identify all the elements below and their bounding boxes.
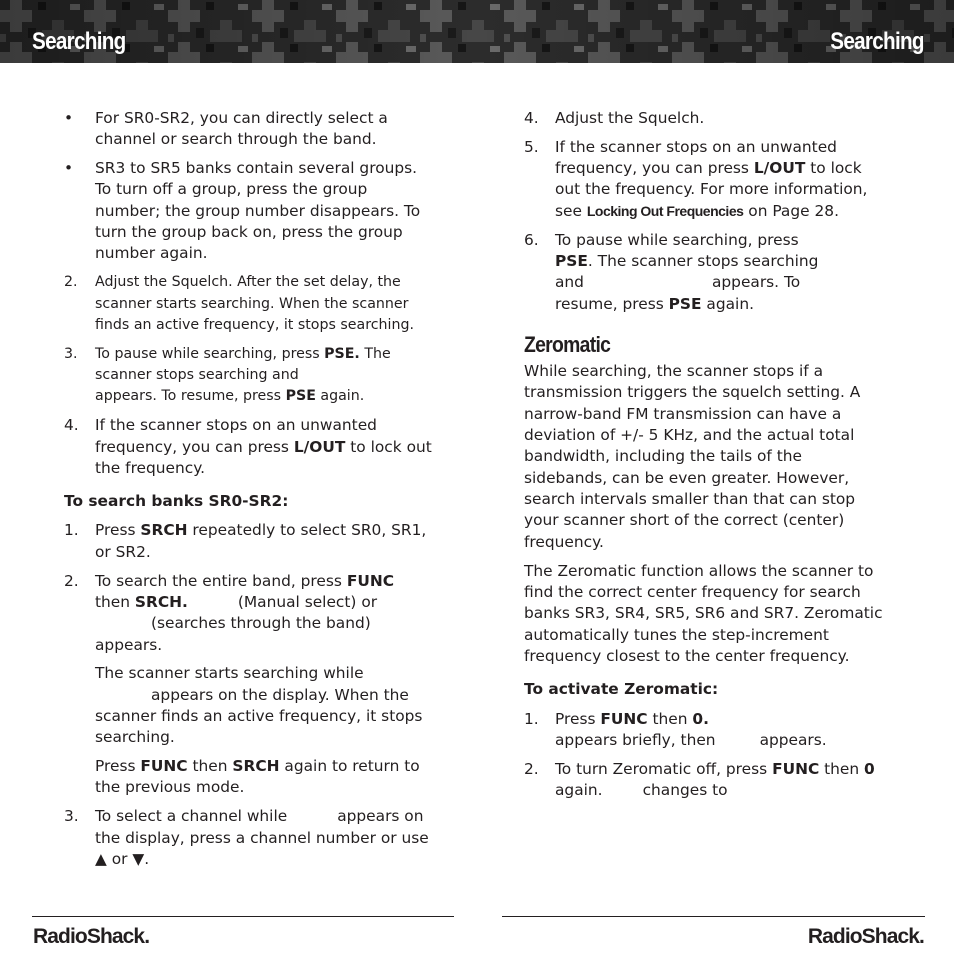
step-text: again. (701, 294, 754, 313)
bullet-item (64, 158, 436, 264)
subheading: To search banks SR0-SR2: (64, 492, 289, 511)
bullet-icon: • (64, 159, 74, 178)
step-text: repeatedly to select SR0, SR1, or SR2. (95, 521, 427, 561)
step-text: To search the entire band, press (95, 571, 347, 590)
key-label: SRCH. (134, 592, 188, 611)
step-text: to lock out the frequency. For more information, see (555, 159, 868, 220)
step-text: (Manual select) or (237, 592, 378, 611)
step-text: If the scanner stops on an unwanted frequency, you can press (95, 416, 377, 456)
step-item (64, 571, 436, 656)
step-text: Adjust the Squelch. After the set delay, the scanner starts searching. When the scanner finds an active frequency, it stops searching. (95, 274, 414, 333)
step-text: then (647, 709, 693, 728)
step-item (64, 344, 436, 408)
subheading: To activate Zeromatic: (524, 680, 719, 699)
step-number: 6. (524, 230, 539, 249)
step-text: on Page 28. (743, 201, 839, 220)
step-text: Press (555, 709, 601, 728)
step-number: 2. (64, 274, 78, 291)
cross-reference-link[interactable]: Locking Out Frequencies (586, 202, 744, 219)
page-title-right: Searching (830, 28, 924, 55)
step-number: 1. (64, 521, 79, 540)
key-label: L/OUT (293, 437, 346, 456)
step-text: appears briefly, then (555, 730, 716, 749)
radioshack-logo-right: RadioShack. (807, 925, 924, 948)
radioshack-logo-left: RadioShack. (33, 925, 150, 948)
step-text: To turn Zeromatic off, press (555, 759, 773, 778)
step-text: then (187, 757, 233, 776)
step-text: . (144, 849, 150, 868)
footer-divider-right (502, 916, 925, 917)
step-item (524, 759, 890, 802)
continuation-text (64, 756, 436, 799)
step-text: appears. To (711, 273, 801, 292)
step-number: 2. (524, 759, 539, 778)
step-number: 2. (64, 571, 79, 590)
step-text: (searches through the band) appears. (95, 614, 371, 654)
step-item (64, 415, 436, 479)
paragraph: The Zeromatic function allows the scanner to find the correct center frequency for search banks SR3, SR4, SR5, SR6 and SR7. Zeromatic automatically tunes the step-increment frequency closest to the center frequency. (524, 561, 883, 666)
key-label: SRCH (140, 521, 188, 540)
bullet-text: For SR0-SR2, you can directly select a channel or search through the band. (95, 109, 388, 149)
header-banner (0, 0, 954, 63)
page-title-left: Searching (32, 28, 126, 55)
step-text: again. (555, 781, 603, 800)
step-text: then (819, 759, 865, 778)
key-label: L/OUT (753, 159, 806, 178)
step-item (524, 137, 890, 222)
right-column (524, 108, 890, 809)
section-heading: Zeromatic (524, 331, 611, 357)
step-item (64, 520, 436, 563)
down-arrow-icon: ▼ (132, 849, 145, 868)
step-text: appears. (759, 730, 827, 749)
step-text: appears on the display, press a channel number or use (95, 807, 429, 847)
key-label: FUNC (772, 759, 820, 778)
step-item (524, 709, 890, 752)
step-text: or (106, 849, 133, 868)
key-label: SRCH (232, 757, 280, 776)
step-text: to lock out the frequency. (95, 437, 432, 477)
step-text: To pause while searching, press (95, 345, 325, 362)
step-text: To select a channel while (95, 807, 288, 826)
step-text: then (95, 592, 135, 611)
banner-pattern (0, 0, 954, 63)
key-label: PSE. (324, 345, 360, 362)
continuation-text (64, 663, 436, 748)
key-label: 0 (864, 759, 875, 778)
step-item (524, 230, 890, 315)
step-number: 4. (64, 416, 79, 435)
bullet-item (64, 108, 436, 151)
step-text: Press (95, 757, 141, 776)
step-text: . The scanner stops searching (587, 251, 819, 270)
step-number: 1. (524, 709, 539, 728)
key-label: FUNC (140, 757, 188, 776)
key-label: PSE (555, 251, 588, 270)
step-text: Press (95, 521, 141, 540)
step-number: 3. (64, 807, 79, 826)
step-number: 4. (524, 109, 539, 127)
key-label: FUNC (600, 709, 648, 728)
step-item (524, 108, 890, 129)
key-label: PSE (285, 388, 316, 405)
step-text: Adjust the Squelch. (555, 109, 705, 127)
step-text: appears. To resume, press (95, 388, 286, 405)
key-label: FUNC (346, 571, 394, 590)
step-number: 3. (64, 345, 78, 362)
left-column (64, 108, 436, 878)
step-text: again to return to the previous mode. (95, 757, 420, 797)
step-number: 5. (524, 137, 539, 156)
step-text: changes to (642, 781, 728, 800)
step-text: and (555, 273, 584, 292)
step-text: The scanner stops searching and (95, 345, 391, 384)
step-text: appears on the display. When the scanner finds an active frequency, it stops searching. (95, 685, 423, 747)
step-text: To pause while searching, press (555, 230, 799, 249)
footer-divider-left (32, 916, 454, 917)
step-text: If the scanner stops on an unwanted frequency, you can press (555, 137, 837, 178)
bullet-icon: • (64, 109, 74, 127)
step-text: resume, press (555, 294, 669, 313)
key-label: 0. (692, 709, 709, 728)
step-text: again. (315, 388, 365, 405)
bullet-text: SR3 to SR5 banks contain several groups. To turn off a group, press the group number; the group number disappears. To turn the group back on, press the group number again. (95, 159, 421, 263)
paragraph: While searching, the scanner stops if a transmission triggers the squelch setting. A narrow-band FM transmission can have a deviation of +/- 5 KHz, and the actual total bandwidth, including the tails of the sidebands, can be even greater. However, search intervals smaller than that can stop your scanner short of the correct (center) frequency. (524, 362, 861, 551)
step-text: The scanner starts searching while (95, 664, 364, 683)
key-label: PSE (668, 294, 702, 313)
step-item (64, 806, 436, 870)
step-item (64, 272, 436, 336)
up-arrow-icon: ▲ (95, 849, 107, 868)
